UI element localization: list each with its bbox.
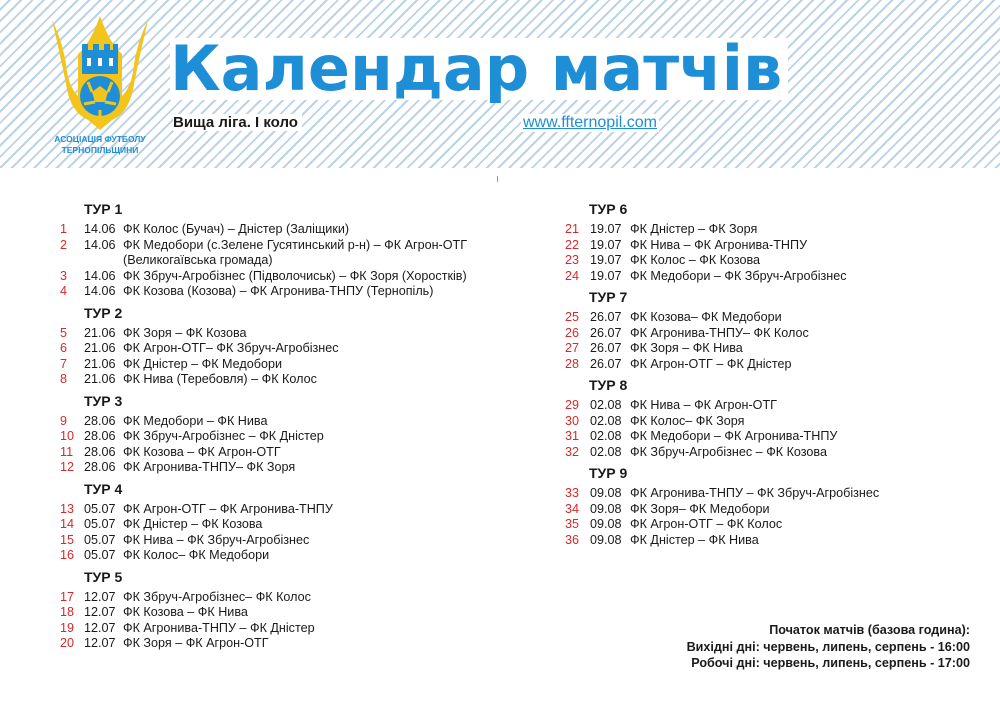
match-teams: ФК Агрон-ОТГ – ФК Агронива-ТНПУ [123, 501, 333, 516]
round-block [60, 200, 520, 300]
match-date: 28.06 [84, 444, 116, 459]
match-date: 05.07 [84, 532, 116, 547]
match-number: 35 [565, 517, 580, 531]
round-block [60, 392, 520, 476]
match-number: 19 [60, 620, 75, 635]
match-teams: ФК Агронива-ТНПУ – ФК Збруч-Агробізнес [630, 486, 880, 500]
match-date: 12.07 [84, 636, 116, 650]
match-teams: ФК Колос– ФК Зоря [630, 413, 745, 428]
match-number: 2 [60, 237, 68, 252]
round-block [565, 288, 985, 372]
match-teams: ФК Агрон-ОТГ– ФК Збруч-Агробізнес [123, 341, 339, 355]
match-teams: ФК Агрон-ОТГ – ФК Колос [630, 517, 783, 531]
match-date: 12.07 [84, 620, 116, 635]
website-link[interactable]: www.ffternopil.com [523, 114, 657, 131]
round-title: ТУР 4 [84, 480, 123, 497]
match-number: 3 [60, 268, 68, 283]
match-number: 5 [60, 325, 68, 340]
match-teams: ФК Збруч-Агробізнес (Підволочиськ) – ФК Зоря (Хоростків) [123, 268, 467, 283]
match-date: 19.07 [590, 237, 622, 252]
match-row [60, 372, 520, 388]
match-date: 14.06 [84, 222, 116, 236]
match-row [565, 310, 985, 326]
match-teams: ФК Дністер – ФК Медобори [123, 356, 283, 371]
match-row [565, 429, 985, 445]
match-row [565, 238, 985, 254]
match-date: 02.08 [590, 413, 622, 428]
match-teams: ФК Агронива-ТНПУ– ФК Зоря [123, 460, 296, 474]
match-teams: ФК Нива (Теребовля) – ФК Колос [123, 372, 317, 386]
match-date: 14.06 [84, 284, 116, 298]
match-number: 11 [60, 444, 74, 459]
match-teams: ФК Медобори – ФК Нива [123, 413, 268, 428]
match-row [60, 460, 520, 476]
match-date: 21.06 [84, 325, 116, 340]
match-number: 4 [60, 284, 68, 298]
round-title: ТУР 7 [589, 289, 628, 305]
match-date: 26.07 [590, 341, 622, 355]
match-teams: ФК Нива – ФК Агрон-ОТГ [630, 398, 777, 412]
svg-text:АСОЦІАЦІЯ ФУТБОЛУ: АСОЦІАЦІЯ ФУТБОЛУ [54, 134, 146, 144]
round-block [565, 376, 985, 460]
match-number: 1 [60, 222, 68, 236]
match-teams: ФК Медобори (с.Зелене Гусятинський р-н) – ФК Агрон-ОТГ (Великогаївська громада) [123, 237, 468, 267]
divider-tick [497, 176, 498, 182]
round-title: ТУР 1 [84, 201, 123, 217]
match-number: 33 [565, 486, 580, 500]
match-row [565, 445, 985, 461]
match-row [60, 502, 520, 518]
match-date: 05.07 [84, 548, 116, 562]
match-teams: ФК Медобори – ФК Агронива-ТНПУ [630, 429, 838, 443]
match-date: 12.07 [84, 605, 116, 619]
match-number: 27 [565, 341, 580, 355]
match-date: 26.07 [590, 325, 622, 340]
match-date: 14.06 [84, 237, 116, 252]
trident-football-crest-icon [48, 14, 152, 164]
match-teams: ФК Колос – ФК Козова [630, 253, 761, 267]
page-title: Календар матчів [170, 38, 788, 100]
match-teams: ФК Козова – ФК Нива [123, 605, 248, 619]
round-title: ТУР 6 [589, 201, 628, 217]
match-date: 21.06 [84, 356, 116, 371]
match-row [60, 341, 520, 357]
match-teams: ФК Дністер – ФК Зоря [630, 222, 758, 236]
match-row [60, 269, 520, 285]
match-number: 20 [60, 636, 75, 650]
match-row [60, 284, 520, 300]
match-number: 16 [60, 548, 75, 562]
round-title: ТУР 2 [84, 304, 123, 321]
match-number: 21 [565, 222, 580, 236]
schedule-column-right [565, 200, 985, 552]
match-teams: ФК Козова– ФК Медобори [630, 310, 782, 324]
match-teams: ФК Агронива-ТНПУ– ФК Колос [630, 325, 809, 340]
match-row [565, 414, 985, 430]
match-row [60, 414, 520, 430]
match-number: 14 [60, 517, 75, 531]
match-number: 23 [565, 253, 580, 267]
match-row [60, 590, 520, 606]
match-number: 8 [60, 372, 68, 386]
match-row [60, 548, 520, 564]
match-teams: ФК Зоря– ФК Медобори [630, 501, 770, 516]
page-subtitle: Вища ліга. І коло [173, 114, 302, 131]
match-row [60, 533, 520, 549]
match-row [60, 636, 520, 652]
notes-weekend: Вихідні дні: червень, липень, серпень - 16:00 [686, 639, 970, 654]
match-teams: ФК Дністер – ФК Козова [123, 517, 263, 531]
match-row [565, 502, 985, 518]
match-number: 12 [60, 460, 75, 474]
match-teams: ФК Збруч-Агробізнес– ФК Колос [123, 589, 311, 604]
match-number: 9 [60, 413, 68, 428]
match-date: 28.06 [84, 429, 116, 443]
match-row [60, 357, 520, 373]
match-teams: ФК Збруч-Агробізнес – ФК Козова [630, 444, 827, 459]
match-date: 28.06 [84, 460, 116, 474]
match-number: 32 [565, 444, 580, 459]
match-number: 24 [565, 268, 580, 283]
match-number: 22 [565, 237, 580, 252]
match-row [565, 486, 985, 502]
match-teams: ФК Козова – ФК Агрон-ОТГ [123, 444, 281, 459]
match-date: 26.07 [590, 310, 622, 324]
match-number: 30 [565, 413, 580, 428]
match-number: 34 [565, 501, 580, 516]
match-number: 36 [565, 532, 580, 547]
match-row [60, 326, 520, 342]
notes-weekday: Робочі дні: червень, липень, серпень - 17:00 [691, 656, 970, 670]
match-number: 15 [60, 532, 75, 547]
match-date: 09.08 [590, 517, 622, 531]
match-date: 09.08 [590, 532, 622, 547]
round-block [60, 304, 520, 388]
match-date: 09.08 [590, 486, 622, 500]
match-row [60, 445, 520, 461]
match-row [60, 621, 520, 637]
match-number: 25 [565, 310, 580, 324]
match-teams: ФК Зоря – ФК Нива [630, 341, 743, 355]
match-teams: ФК Козова (Козова) – ФК Агронива-ТНПУ (Тернопіль) [123, 284, 434, 298]
match-date: 02.08 [590, 398, 622, 412]
match-date: 12.07 [84, 589, 116, 604]
match-teams: ФК Зоря – ФК Козова [123, 325, 247, 340]
svg-text:ТЕРНОПІЛЬЩИНИ: ТЕРНОПІЛЬЩИНИ [61, 145, 139, 155]
match-number: 29 [565, 398, 580, 412]
match-number: 10 [60, 429, 75, 443]
match-number: 13 [60, 501, 75, 516]
match-row [565, 357, 985, 373]
match-row [565, 398, 985, 414]
match-row [565, 533, 985, 549]
schedule-column-left [60, 200, 520, 656]
match-teams: ФК Дністер – ФК Нива [630, 532, 759, 547]
match-row [565, 341, 985, 357]
match-date: 19.07 [590, 222, 622, 236]
match-number: 7 [60, 356, 68, 371]
round-block [565, 200, 985, 284]
match-teams: ФК Нива – ФК Збруч-Агробізнес [123, 532, 310, 547]
match-number: 17 [60, 589, 75, 604]
round-title: ТУР 9 [589, 465, 628, 481]
match-row [565, 269, 985, 285]
match-number: 31 [565, 429, 580, 443]
match-teams: ФК Зоря – ФК Агрон-ОТГ [123, 636, 269, 650]
match-date: 26.07 [590, 356, 622, 371]
match-teams: ФК Нива – ФК Агронива-ТНПУ [630, 237, 808, 252]
match-date: 05.07 [84, 501, 116, 516]
match-number: 26 [565, 325, 580, 340]
match-row [565, 222, 985, 238]
round-block [565, 464, 985, 548]
match-number: 18 [60, 605, 75, 619]
round-title: ТУР 3 [84, 392, 123, 409]
match-date: 02.08 [590, 444, 622, 459]
match-teams: ФК Збруч-Агробізнес – ФК Дністер [123, 429, 324, 443]
notes-heading: Початок матчів (базова година): [769, 623, 970, 637]
match-row [60, 429, 520, 445]
match-number: 28 [565, 356, 580, 371]
match-teams: ФК Агронива-ТНПУ – ФК Дністер [123, 620, 315, 635]
match-date: 28.06 [84, 413, 116, 428]
match-start-notes [687, 622, 970, 672]
match-teams: ФК Колос (Бучач) – Дністер (Заліщики) [123, 222, 350, 236]
match-row [60, 238, 520, 269]
match-date: 14.06 [84, 268, 116, 283]
match-date: 05.07 [84, 517, 116, 531]
round-block [60, 480, 520, 564]
match-date: 09.08 [590, 501, 622, 516]
match-date: 21.06 [84, 341, 116, 355]
match-row [60, 605, 520, 621]
match-number: 6 [60, 341, 68, 355]
match-teams: ФК Агрон-ОТГ – ФК Дністер [630, 356, 792, 371]
round-title: ТУР 5 [84, 568, 123, 585]
match-row [60, 222, 520, 238]
match-row [60, 517, 520, 533]
match-date: 19.07 [590, 253, 622, 267]
match-date: 19.07 [590, 268, 622, 283]
match-date: 02.08 [590, 429, 622, 443]
match-row [565, 326, 985, 342]
match-teams: ФК Медобори – ФК Збруч-Агробізнес [630, 268, 847, 283]
round-block [60, 568, 520, 652]
round-title: ТУР 8 [589, 377, 628, 393]
match-teams: ФК Колос– ФК Медобори [123, 548, 270, 562]
match-row [565, 517, 985, 533]
match-row [565, 253, 985, 269]
match-date: 21.06 [84, 372, 116, 386]
